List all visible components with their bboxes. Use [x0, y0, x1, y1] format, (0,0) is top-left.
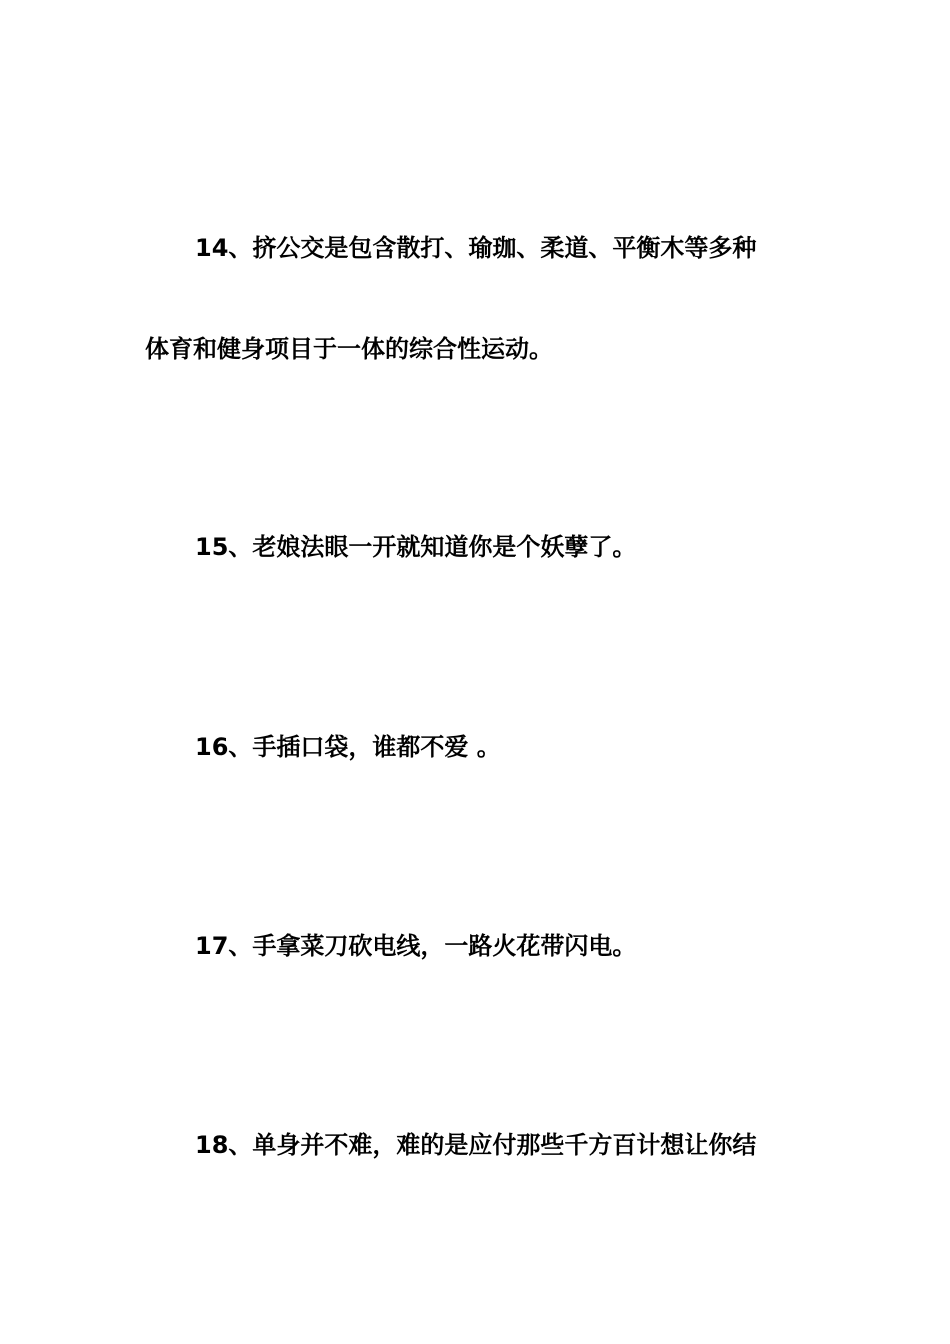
item-14-line-2 — [145, 333, 805, 365]
item-17-line — [195, 930, 805, 962]
item-16-text: 、手插口袋，谁都不爱 。 — [228, 733, 501, 761]
item-18-number: 18 — [195, 1131, 229, 1159]
item-14-text-continued: 体育和健身项目于一体的综合性运动。 — [145, 335, 553, 363]
item-17-number: 17 — [195, 932, 229, 960]
item-15-text: 、老娘法眼一开就知道你是个妖孽了。 — [228, 533, 637, 561]
item-16-line — [195, 731, 805, 763]
item-14-text: 、挤公交是包含散打、瑜珈、柔道、平衡木等多种 — [228, 234, 757, 262]
item-15-line — [195, 531, 805, 563]
item-17-text: 、手拿菜刀砍电线，一路火花带闪电。 — [228, 932, 637, 960]
item-16-number: 16 — [195, 733, 229, 761]
item-14-line-1 — [195, 232, 805, 264]
item-14-number: 14 — [195, 234, 229, 262]
item-15-number: 15 — [195, 533, 229, 561]
item-18-line — [195, 1129, 805, 1161]
item-18-text: 、单身并不难，难的是应付那些千方百计想让你结 — [228, 1131, 757, 1159]
